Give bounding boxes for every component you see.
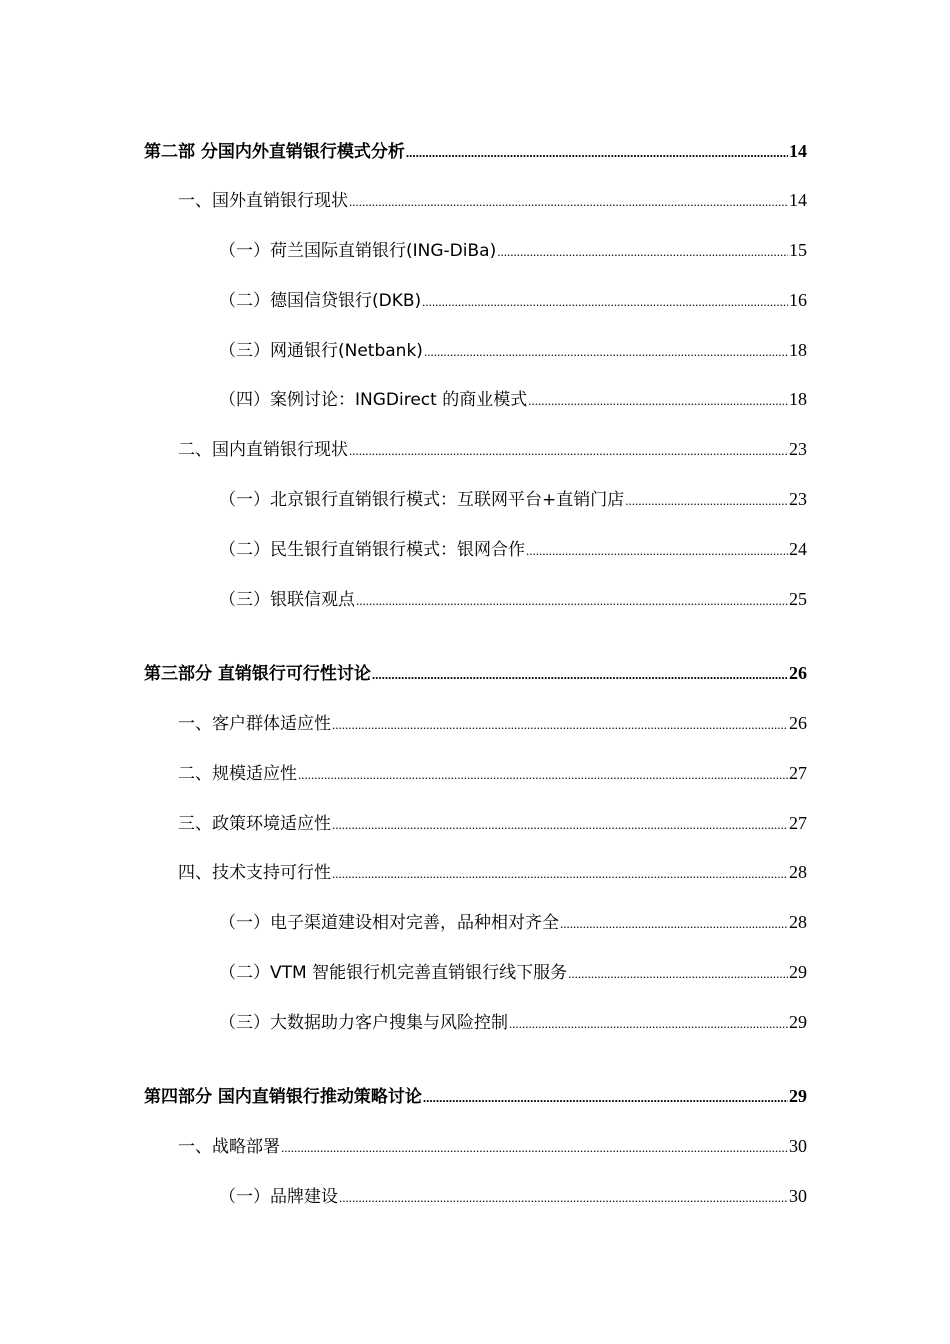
toc-entry-page: 25	[789, 589, 807, 609]
toc-entry-title: （三）银联信观点	[219, 590, 355, 610]
dot-leader	[332, 861, 788, 887]
toc-entry[interactable]	[178, 436, 807, 462]
toc-entry-page: 14	[789, 141, 807, 161]
toc-entry-title: 二、国内直销银行现状	[178, 440, 348, 460]
toc-entry[interactable]	[219, 909, 807, 935]
toc-entry-title: （一）荷兰国际直销银行(ING-DiBa)	[219, 241, 497, 261]
toc-entry-title: 四、技术支持可行性	[178, 863, 331, 883]
toc-entry-title: （二）VTM 智能银行机完善直销银行线下服务	[219, 963, 568, 983]
toc-entry[interactable]	[219, 337, 807, 363]
toc-entry-title: （三）网通银行(Netbank)	[219, 341, 423, 361]
toc-entry[interactable]	[178, 1133, 807, 1159]
toc-entry-title: 一、国外直销银行现状	[178, 191, 348, 211]
toc-entry-page: 27	[789, 813, 807, 833]
toc-entry[interactable]	[219, 1183, 807, 1209]
toc-entry-page: 23	[789, 439, 807, 459]
toc-entry[interactable]	[219, 586, 807, 612]
toc-entry-title: 第二部 分国内外直销银行模式分析	[144, 142, 405, 162]
toc-entry-page: 28	[789, 862, 807, 882]
toc-entry-page: 29	[789, 962, 807, 982]
toc-entry-title: 第四部分 国内直销银行推动策略讨论	[144, 1087, 422, 1107]
toc-entry[interactable]	[178, 859, 807, 885]
toc-entry-page: 16	[789, 290, 807, 310]
dot-leader	[349, 189, 788, 215]
toc-entry-page: 29	[789, 1086, 807, 1106]
dot-leader	[339, 1185, 788, 1211]
toc-entry-title: （三）大数据助力客户搜集与风险控制	[219, 1013, 508, 1033]
toc-entry[interactable]	[219, 486, 807, 512]
toc-entry-page: 18	[789, 340, 807, 360]
dot-leader	[332, 712, 788, 738]
toc-entry-title: 第三部分 直销银行可行性讨论	[144, 664, 371, 684]
dot-leader	[406, 140, 788, 166]
toc-entry[interactable]	[219, 386, 807, 412]
toc-entry-page: 15	[789, 240, 807, 260]
toc-entry-title: 三、政策环境适应性	[178, 814, 331, 834]
toc-entry-page: 27	[789, 763, 807, 783]
toc-entry-title: （二）德国信贷银行(DKB)	[219, 291, 422, 311]
dot-leader	[423, 1085, 788, 1111]
toc-entry-page: 18	[789, 389, 807, 409]
dot-leader	[349, 438, 788, 464]
toc-entry-page: 26	[789, 663, 807, 683]
toc-entry[interactable]	[219, 536, 807, 562]
dot-leader	[372, 662, 788, 688]
toc-entry-title: 一、客户群体适应性	[178, 714, 331, 734]
dot-leader	[526, 538, 788, 564]
dot-leader	[625, 488, 788, 514]
dot-leader	[332, 812, 788, 838]
dot-leader	[281, 1135, 788, 1161]
toc-entry[interactable]	[219, 287, 807, 313]
toc-entry[interactable]	[219, 237, 807, 263]
toc-entry-title: （一）品牌建设	[219, 1187, 338, 1207]
dot-leader	[497, 239, 788, 265]
toc-entry[interactable]	[178, 710, 807, 736]
dot-leader	[422, 289, 788, 315]
dot-leader	[298, 762, 788, 788]
toc-entry-page: 24	[789, 539, 807, 559]
toc-entry[interactable]	[178, 760, 807, 786]
toc-entry[interactable]	[219, 1009, 807, 1035]
dot-leader	[560, 911, 788, 937]
toc-entry-title: （一）北京银行直销银行模式：互联网平台+直销门店	[219, 490, 625, 510]
toc-entry-part-3[interactable]	[144, 660, 807, 686]
toc-entry-page: 14	[789, 190, 807, 210]
toc-entry-page: 30	[789, 1186, 807, 1206]
toc-entry-part-2[interactable]	[144, 138, 807, 164]
dot-leader	[568, 961, 788, 987]
toc-entry[interactable]	[219, 959, 807, 985]
toc-entry-title: （二）民生银行直销银行模式：银网合作	[219, 540, 525, 560]
toc-entry-page: 30	[789, 1136, 807, 1156]
toc-entry-page: 23	[789, 489, 807, 509]
toc-entry-title: （一）电子渠道建设相对完善，品种相对齐全	[219, 913, 559, 933]
dot-leader	[424, 339, 788, 365]
toc-entry-part-4[interactable]	[144, 1083, 807, 1109]
toc-entry[interactable]	[178, 187, 807, 213]
toc-entry-page: 29	[789, 1012, 807, 1032]
toc-entry[interactable]	[178, 810, 807, 836]
toc-entry-title: 二、规模适应性	[178, 764, 297, 784]
toc-entry-page: 28	[789, 912, 807, 932]
dot-leader	[356, 588, 788, 614]
toc-entry-title: （四）案例讨论：INGDirect 的商业模式	[219, 390, 528, 410]
dot-leader	[509, 1011, 788, 1037]
dot-leader	[528, 388, 788, 414]
toc-entry-page: 26	[789, 713, 807, 733]
toc-entry-title: 一、战略部署	[178, 1137, 280, 1157]
